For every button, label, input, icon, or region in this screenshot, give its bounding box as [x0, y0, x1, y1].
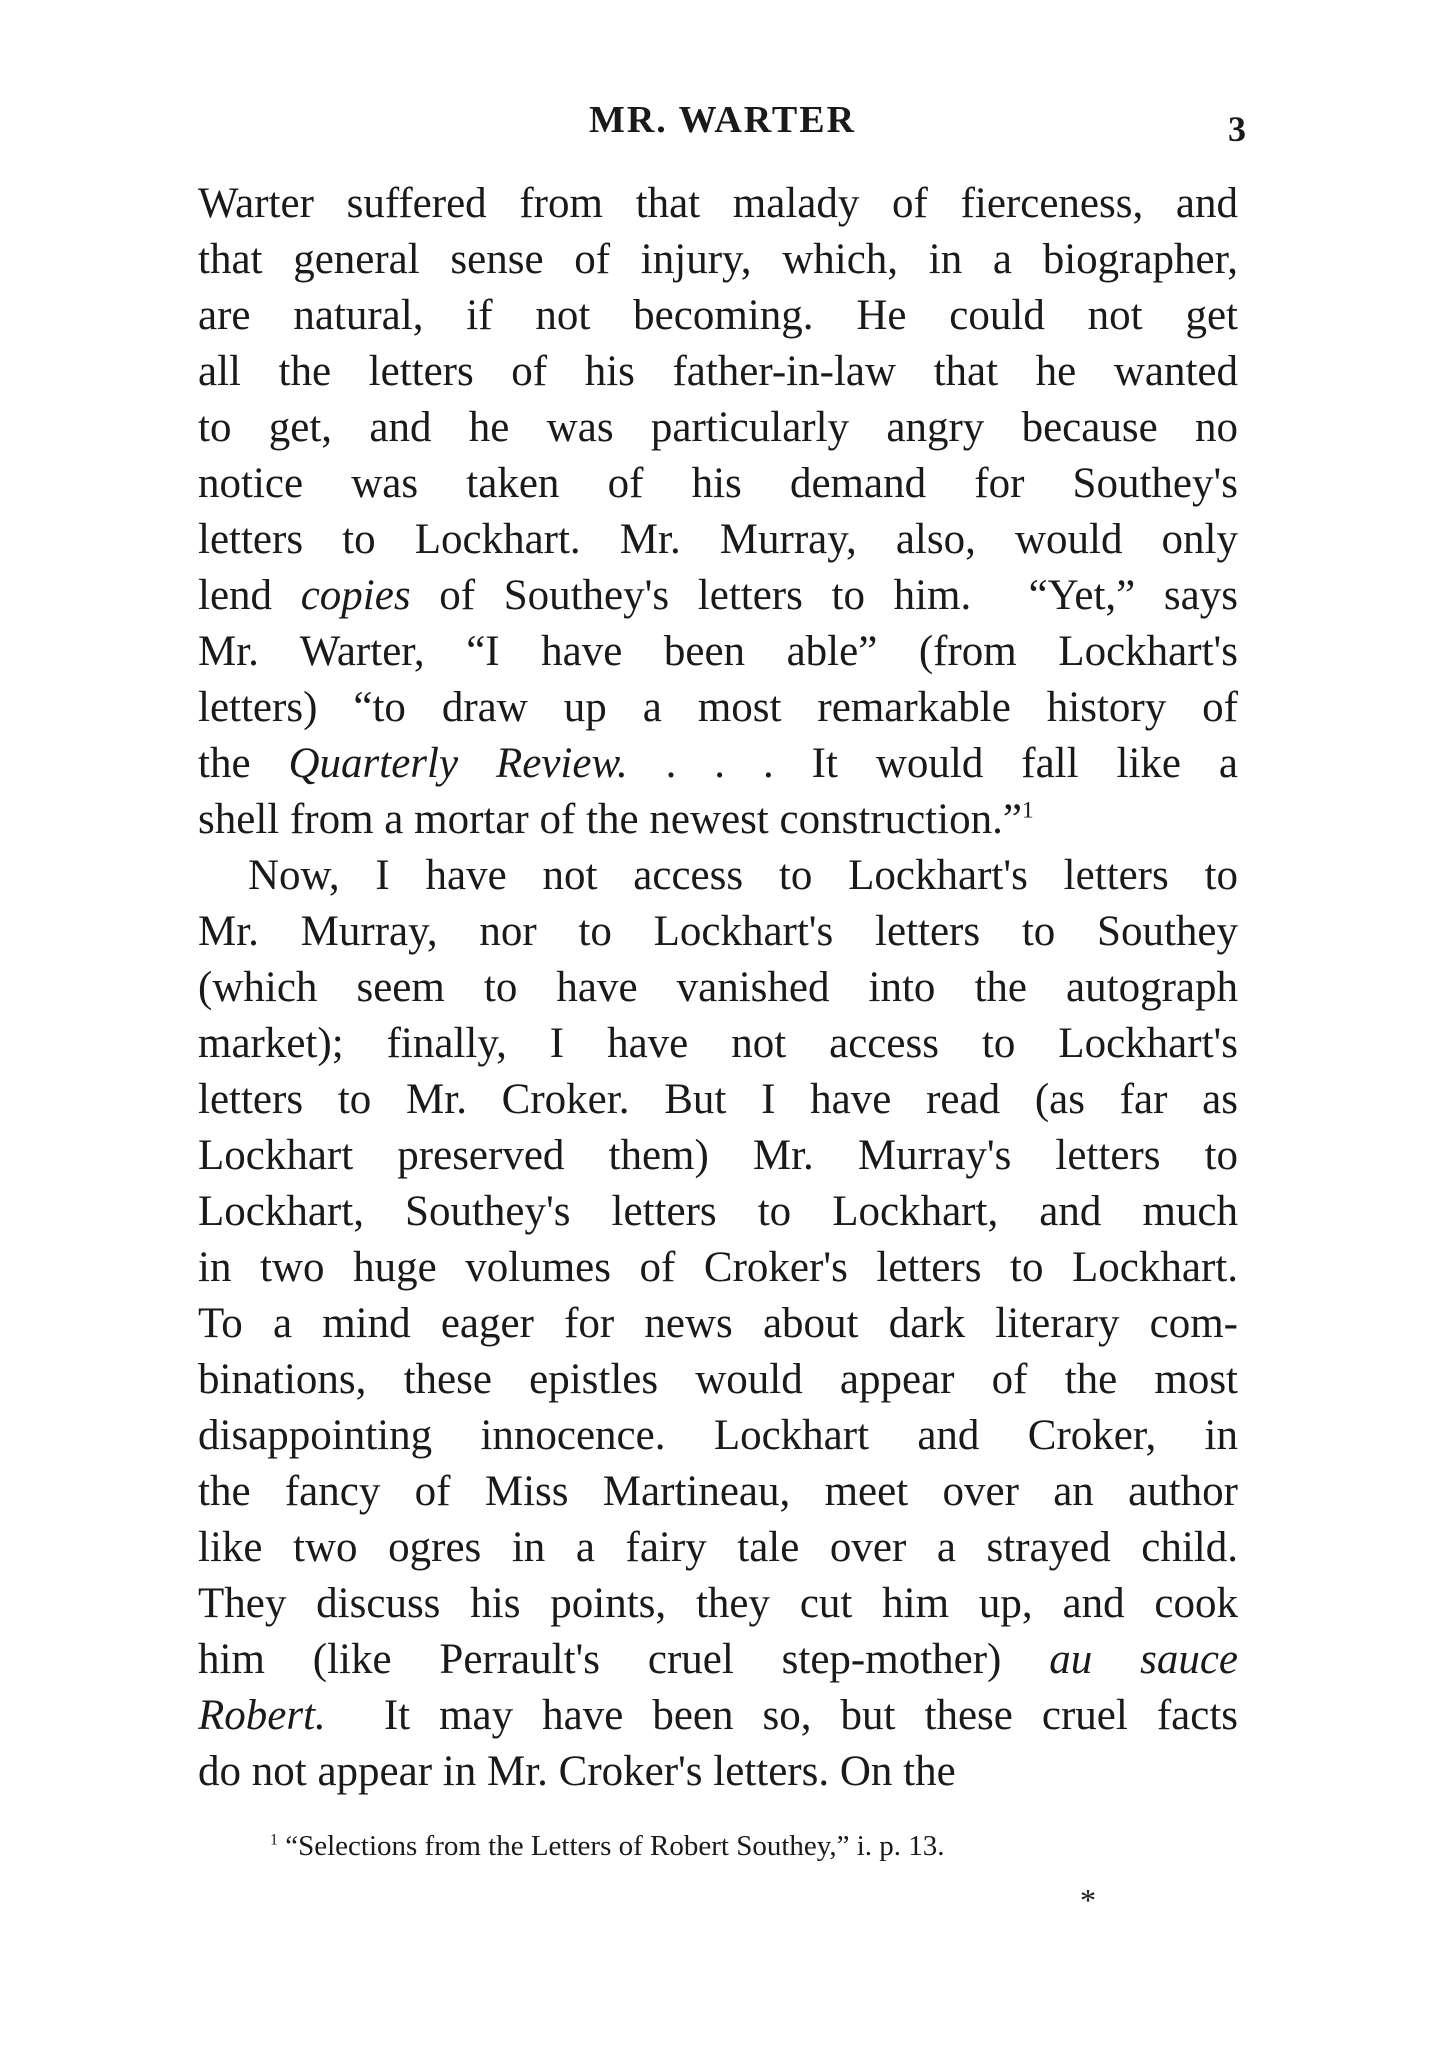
italic-text: copies: [300, 572, 411, 619]
line-text: him (like Perrault's cruel step-mother): [198, 1636, 1050, 1683]
text-line: [198, 1408, 1238, 1464]
text-line: [198, 624, 1238, 680]
text-line: [198, 400, 1238, 456]
text-line: [198, 1352, 1238, 1408]
text-line: [198, 1016, 1238, 1072]
line-text: of Southey's letters to him. “Yet,” says: [410, 572, 1238, 619]
text-line: [198, 1128, 1238, 1184]
line-text: the fancy of Miss Martineau, meet over an author: [198, 1468, 1238, 1515]
line-text: To a mind eager for news about dark literary com-: [198, 1300, 1238, 1347]
line-text: . . . It would fall like a: [627, 740, 1238, 787]
line-text: the: [198, 740, 289, 787]
text-line: [198, 1296, 1238, 1352]
text-line: [198, 736, 1238, 792]
signature-mark: *: [1080, 1882, 1096, 1918]
text-line: [198, 456, 1238, 512]
line-text: are natural, if not becoming. He could not get: [198, 292, 1238, 339]
line-text: letters to Mr. Croker. But I have read (as far as: [198, 1076, 1238, 1123]
page-number: 3: [1228, 109, 1246, 149]
line-text: market); finally, I have not access to Lockhart's: [198, 1020, 1238, 1067]
footnote-reference: 1: [1021, 797, 1034, 824]
line-text: in two huge volumes of Croker's letters to Lockhart.: [198, 1244, 1238, 1291]
text-line: [198, 232, 1238, 288]
text-line: [198, 568, 1238, 624]
italic-text: Robert.: [198, 1692, 326, 1739]
text-line: [198, 792, 1238, 848]
line-text: (which seem to have vanished into the autograph: [198, 964, 1238, 1011]
line-text: Lockhart preserved them) Mr. Murray's letters to: [198, 1132, 1238, 1179]
text-line: [198, 1240, 1238, 1296]
line-text: They discuss his points, they cut him up, and cook: [198, 1580, 1238, 1627]
line-text: all the letters of his father-in-law that he wanted: [198, 348, 1238, 395]
text-line: [198, 1576, 1238, 1632]
text-line: [198, 1184, 1238, 1240]
line-text: binations, these epistles would appear of the most: [198, 1356, 1238, 1403]
line-text: that general sense of injury, which, in a biographer,: [198, 236, 1238, 283]
text-line: [198, 1744, 1238, 1800]
line-text: letters to Lockhart. Mr. Murray, also, would only: [198, 516, 1238, 563]
line-text: Now, I have not access to Lockhart's letters to: [248, 852, 1238, 899]
text-line: [198, 288, 1238, 344]
text-line: [198, 344, 1238, 400]
line-text: shell from a mortar of the newest construction.”: [198, 796, 1022, 843]
line-text: letters) “to draw up a most remarkable history of: [198, 684, 1238, 731]
line-text: Mr. Warter, “I have been able” (from Lockhart's: [198, 628, 1238, 675]
line-text: do not appear in Mr. Croker's letters. On the: [198, 1748, 956, 1795]
footnote-text: “Selections from the Letters of Robert Southey,” i. p. 13.: [285, 1830, 945, 1862]
italic-text: au sauce: [1049, 1636, 1238, 1683]
line-text: Mr. Murray, nor to Lockhart's letters to Southey: [198, 908, 1238, 955]
text-line: [198, 904, 1238, 960]
footnote: [270, 1830, 945, 1863]
text-line: [198, 1520, 1238, 1576]
text-line: [198, 176, 1238, 232]
line-text: It may have been so, but these cruel facts: [325, 1692, 1238, 1739]
text-line: [198, 1072, 1238, 1128]
footnote-marker: 1: [270, 1831, 278, 1849]
line-text: to get, and he was particularly angry because no: [198, 404, 1238, 451]
italic-text: Quarterly Review.: [288, 740, 628, 787]
text-line: [198, 848, 1238, 904]
line-text: disappointing innocence. Lockhart and Croker, in: [198, 1412, 1238, 1459]
text-line: [198, 960, 1238, 1016]
line-text: Warter suffered from that malady of fierceness, and: [198, 180, 1238, 227]
line-text: Lockhart, Southey's letters to Lockhart, and much: [198, 1188, 1238, 1235]
line-text: notice was taken of his demand for Southey's: [198, 460, 1238, 507]
text-line: [198, 1632, 1238, 1688]
text-line: [198, 1688, 1238, 1744]
text-line: [198, 512, 1238, 568]
text-line: [198, 680, 1238, 736]
body-text: [198, 176, 1238, 1800]
line-text: like two ogres in a fairy tale over a strayed child.: [198, 1524, 1238, 1571]
line-text: lend: [198, 572, 301, 619]
text-line: [198, 1464, 1238, 1520]
running-head: MR. WARTER: [588, 99, 857, 141]
